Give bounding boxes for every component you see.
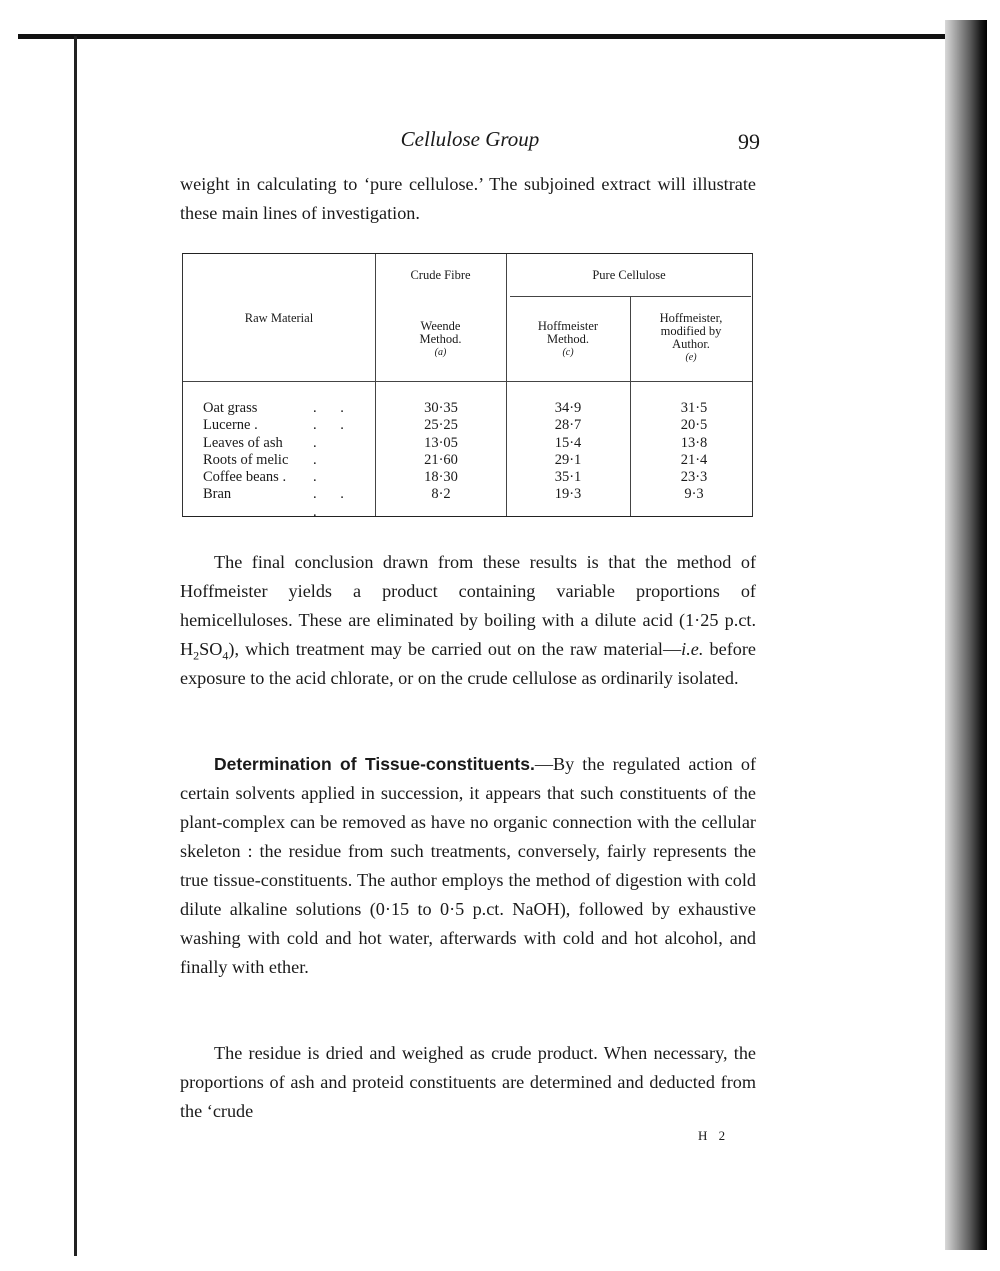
- hoff-note: (c): [562, 347, 574, 358]
- row-material: Oat grass: [203, 400, 258, 416]
- running-title: Cellulose Group: [400, 127, 540, 151]
- cell-weende: 8·2: [431, 486, 451, 503]
- running-head: [180, 125, 760, 159]
- signature-mark: H 2: [698, 1128, 730, 1143]
- mod-line1: Hoffmeister,: [659, 311, 723, 325]
- cell-author: 21·4: [680, 451, 708, 468]
- left-border-rule: [74, 36, 77, 1256]
- header-hoffmeister-modified: [630, 312, 752, 364]
- cell-hoffmeister: 35·1: [554, 469, 582, 486]
- table-row: [203, 417, 363, 434]
- hoff-line1: Hoffmeister: [537, 319, 599, 333]
- table-row: [203, 469, 363, 486]
- row-material: Coffee beans .: [203, 469, 287, 486]
- mod-line3: Author.: [672, 337, 710, 351]
- author-values-column: [644, 400, 744, 504]
- row-material: Lucerne .: [203, 417, 258, 434]
- p2-text-b: SO: [199, 639, 223, 659]
- section-heading: Determination of Tissue-constituents.: [214, 754, 535, 774]
- header-raw-material: Raw Material: [244, 311, 314, 325]
- table-row: [203, 435, 363, 452]
- table-row: [203, 486, 363, 521]
- row-material: Leaves of ash: [203, 434, 283, 451]
- cell-weende: 25·25: [424, 417, 458, 434]
- cell-hoffmeister: 15·4: [554, 434, 582, 451]
- cell-hoffmeister: 28·7: [554, 417, 582, 434]
- row-material: Bran: [203, 486, 232, 503]
- paragraph-4: The residue is dried and weighed as crude product. When necessary, the proportions of ash and proteid constituents are determined and deducted from the ‘crude: [180, 1043, 756, 1121]
- cell-author: 13·8: [680, 434, 708, 451]
- weende-line2: Method.: [419, 332, 462, 346]
- cell-hoffmeister: 29·1: [554, 451, 582, 468]
- row-material: Roots of melic: [203, 451, 289, 468]
- cell-author: 20·5: [680, 417, 708, 434]
- row-dots: .: [313, 434, 327, 451]
- p2-subscript-1: 2: [193, 648, 200, 663]
- p2-text-c: ), which treatment may be carried out on the raw material—: [228, 639, 682, 659]
- weende-note: (a): [434, 347, 447, 358]
- hoff-line2: Method.: [546, 332, 589, 346]
- table-vline-1: [375, 254, 376, 516]
- row-dots: . .: [313, 417, 354, 434]
- weende-line1: Weende: [420, 319, 461, 333]
- paragraph-1: weight in calculating to ‘pure cellulose.’ The subjoined extract will illustrate these main lines of investigation.: [180, 174, 756, 223]
- mod-line2: modified by: [660, 324, 722, 338]
- header-crude-fibre: Crude Fibre: [410, 268, 471, 282]
- header-pure-cellulose: Pure Cellulose: [592, 268, 666, 282]
- p2-text-a: The final conclusion drawn from these results is that the method of Hoffmeister yields a product containing variable proportions of hemicelluloses. These are eliminated by boiling with a dilute acid (1·25 p.ct. H: [180, 552, 756, 659]
- cell-author: 31·5: [680, 400, 708, 416]
- header-hoffmeister: [506, 320, 630, 359]
- hoffmeister-values-column: [518, 400, 618, 504]
- cell-hoffmeister: 34·9: [554, 400, 582, 416]
- cell-author: 23·3: [680, 469, 708, 486]
- cell-weende: 13·05: [424, 434, 458, 451]
- row-dots: . .: [313, 400, 354, 416]
- p2-ie: i.e.: [681, 639, 704, 659]
- table-hline-header: [183, 381, 752, 382]
- raw-material-column: [203, 400, 363, 521]
- table-row: [203, 452, 363, 469]
- weende-values-column: [391, 400, 491, 504]
- paragraph-2: [180, 548, 756, 693]
- row-dots: .: [313, 451, 327, 468]
- table-hline-sub: [510, 296, 751, 297]
- table-row: [203, 400, 363, 417]
- table-vline-2: [506, 254, 507, 516]
- top-border-rule: [18, 34, 963, 39]
- data-table: [182, 253, 753, 520]
- p3-body: —By the regulated action of certain solvents applied in succession, it appears that such constituents of the plant-complex can be removed as have no organic connection with the cellular skeleton : the residue from such treatments, conversely, fairly represents the true tissue-constituents. The author employs the method of digestion with cold dilute alkaline solutions (0·15 to 0·5 p.ct. NaOH), followed by exhaustive washing with cold and hot water, afterwards with cold and hot alcohol, and finally with ether.: [180, 754, 756, 977]
- cell-weende: 18·30: [424, 469, 458, 486]
- p2-text-d: before exposure to the acid chlorate, or on the crude cellulose as ordinarily isolated.: [180, 639, 756, 688]
- cell-weende: 21·60: [424, 451, 458, 468]
- mod-note: (e): [685, 352, 697, 363]
- p2-subscript-2: 4: [222, 648, 229, 663]
- book-spine-shadow: [945, 20, 987, 1250]
- page-number: 99: [738, 129, 760, 154]
- header-weende: [375, 320, 506, 359]
- cell-hoffmeister: 19·3: [554, 486, 582, 503]
- paragraph-3: [180, 750, 756, 982]
- row-dots: . . .: [313, 486, 354, 520]
- cell-author: 9·3: [684, 486, 704, 503]
- row-dots: .: [313, 469, 327, 486]
- cell-weende: 30·35: [424, 400, 458, 416]
